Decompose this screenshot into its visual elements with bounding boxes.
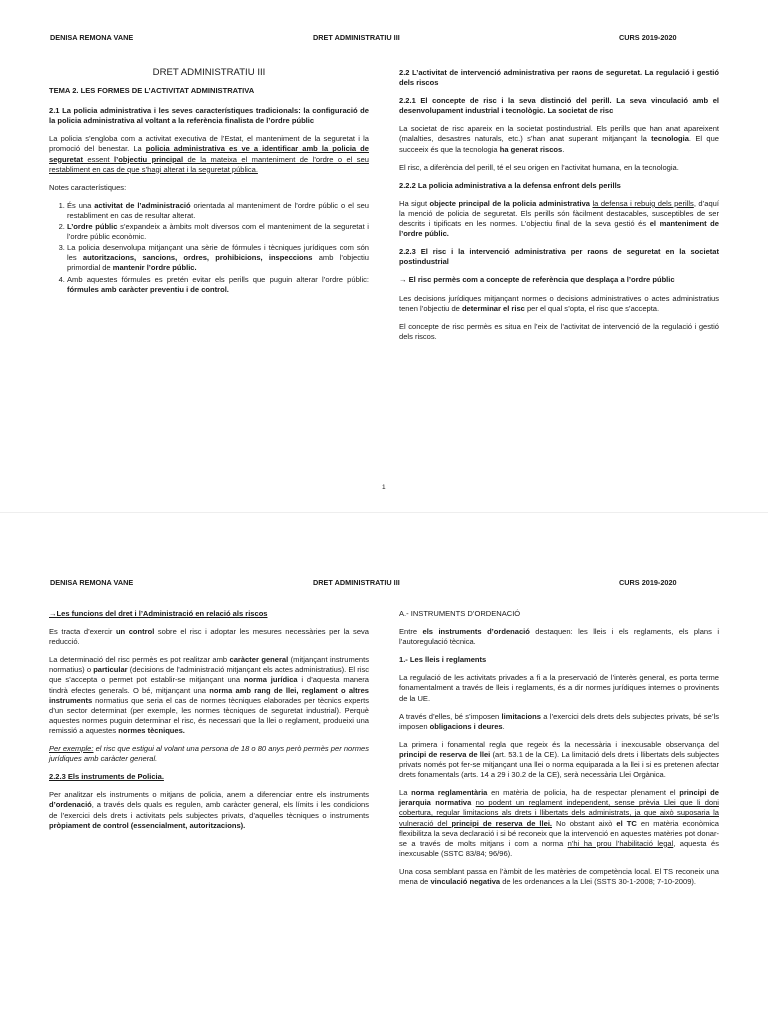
section-2-2-3-heading: 2.2.3 El risc i la intervenció administrativa per raons de seguretat en la societat postindustrial	[399, 247, 719, 267]
header-year: CURS 2019-2020	[619, 33, 677, 42]
section-2-2-3-instruments-heading: 2.2.3 Els instruments de Policia.	[49, 772, 164, 782]
paragraph: Una cosa semblant passa en l’àmbit de les matèries de competència local. El TS reconeix una mena de vinculació negativa de les ordenances a la Llei (SSTS 30-1-2008; 7-10-2009).	[399, 866, 719, 886]
paragraph: Ha sigut objecte principal de la policia administrativa la defensa i rebuig dels perills, d’aquí la menció de policia de seguretat. Els perills són fàcilment destacables, susceptibles de ser descrits i tipificats en les normes. L’objectiu final de la seva gestió és el manteniment de l’ordre públic.	[399, 198, 719, 239]
paragraph: El concepte de risc permès es situa en l’eix de l’activitat de intervenció de la regulació i gestió dels riscos.	[399, 321, 719, 341]
header-author: DENISA REMONA VANE	[50, 578, 134, 587]
characteristics-list	[49, 201, 369, 295]
page-2	[0, 512, 768, 1025]
paragraph: La policia s’engloba com a activitat executiva de l’Estat, el manteniment de la seguretat i la promoció del benestar. La policia administrativa es ve a identificar amb la policia de seguretat essent l’objectiu principal de la mateixa el manteniment de l’ordre o el seu restabliment en cas de que s’hagi alterat i la seguretat pública.	[49, 134, 369, 174]
paragraph: Per analitzar els instruments o mitjans de policia, anem a diferenciar entre els instruments d’ordenació, a través dels quals es regulen, amb caràcter general, els límits i les condicions de l’exercici dels drets i activitats pels subjectes privats, d’aquelles tècniques o instruments pròpiament de control (essencialment, autoritzacions).	[49, 790, 369, 830]
paragraph: El risc, a diferència del perill, té el seu origen en l’activitat humana, en la tecnologia.	[399, 162, 679, 172]
document-title: DRET ADMINISTRATIU III	[152, 67, 266, 78]
paragraph: La societat de risc apareix en la societat postindustrial. Els perills que han anat apareixent (malalties, desastres naturals, etc.) s’han anat superant mitjançant la tecnologia. El que succeeix és que la tecnologia ha generat riscos.	[399, 124, 720, 154]
notes-label: Notes característiques:	[49, 182, 127, 192]
paragraph: La primera i fonamental regla que regeix és la necessària i inexcusable observança del principi de reserva de llei (art. 53.1 de la CE). La limitació dels drets i llibertats dels subjectes privats només pot fer-se mitjançant una llei o norma equiparada a la llei i si es pretenen afectar drets fonamentals (arts. 14 a 29 i 30.2 de la CE), serà necessària Llei Orgànica.	[399, 739, 719, 780]
section-1-heading: 1.- Les lleis i reglaments	[399, 655, 487, 665]
paragraph: La norma reglamentària en matèria de policia, ha de respectar plenament el principi de jerarquia normativa no podent un reglament independent, sense prèvia Llei que li doni cobertura, regular limitacions als drets i llibertats dels administrats, ja que això suposaria la vulneració del principi de reserva de llei. No obstant això el TC en matèria econòmica flexibilitza la seva declaració i si bé reconeix que la intervenció en aquestes matèries pot donar-se a través de molts mitjans i com a norma n’hi ha prou l’habilitació legal, aquesta és inexcusable (SSTC 83/84; 96/96).	[399, 788, 719, 858]
page-1	[0, 0, 768, 512]
left-column	[49, 609, 369, 839]
page-number: 1	[382, 484, 386, 491]
list-item: 2. L’ordre públic s’expandeix a àmbits molt diversos com el manteniment de la seguretat i l’ordre públic econòmic.	[67, 222, 369, 242]
paragraph: La determinació del risc permès es pot realitzar amb caràcter general (mitjançant instruments normatius) o particular (decisions de l’administració mitjançant els actes administratius). El risc que s’accepta o permet pot establir-se mitjançant una norma jurídica i d’aquesta manera tindrà efectes generals. O bé, mitjançant una norma amb rang de llei, reglament o altres instruments normatius que seria el cas de normes tècniques elaborades per tècnics experts d’un sector determinat (per exemple, les normes tècniques de seguretat industrial). Perquè aquestes normes puguin determinar el risc, és necessari que la llei o reglament, produeixi una remissió a aquestes normes tècniques.	[49, 655, 369, 735]
section-2-1-heading: 2.1 La policia administrativa i les seves característiques tradicionals: la configuració de la policia administrativa al voltant a la referència finalista de l’ordre públic	[49, 106, 369, 126]
paragraph: Les decisions jurídiques mitjançant normes o decisions administratives o actes administratius tenen l’objectiu de determinar el risc per el qual s’opta, el risc que s’accepta.	[399, 293, 719, 313]
paragraph: La regulació de les activitats privades a fi a la preservació de l’interès general, es porta terme fonamentalment a través de lleis i reglaments, és a dir normes jurídiques internes o provinents de la UE.	[399, 673, 719, 703]
paragraph: Entre els instruments d’ordenació destaquen: les lleis i els reglaments, els plans i l’autoregulació tècnica.	[399, 627, 719, 647]
risk-subheading: → El risc permès com a concepte de referència que desplaça a l’ordre públic	[399, 275, 675, 285]
tema-heading: TEMA 2. LES FORMES DE L’ACTIVITAT ADMINISTRATIVA	[49, 86, 255, 96]
example-paragraph: Per exemple: el risc que estigui al volant una persona de 18 o 80 anys però permès per normes jurídiques amb caràcter general.	[49, 744, 369, 764]
functions-heading: →Les funcions del dret i l’Administració en relació als riscos	[49, 609, 268, 618]
paragraph: A través d’elles, bé s’imposen limitacions a l’exercici dels drets dels subjectes privats, bé se’ls imposen obligacions i deures.	[399, 711, 720, 731]
header-year: CURS 2019-2020	[619, 578, 677, 587]
section-a-heading: A.- INSTRUMENTS D’ORDENACIÓ	[399, 609, 521, 618]
list-item: 3. La policia desenvolupa mitjançant una sèrie de fórmules i tècniques jurídiques com són les autoritzacions, sancions, ordres, prohibicions, inspeccions amb l’objectiu primordial de mantenir l’ordre públic.	[67, 243, 369, 273]
header-author: DENISA REMONA VANE	[50, 33, 134, 42]
section-2-2-heading: 2.2 L’activitat de intervenció administrativa per raons de seguretat. La regulació i gestió dels riscos	[399, 68, 719, 88]
right-column	[399, 609, 719, 895]
section-2-2-1-heading: 2.2.1 El concepte de risc i la seva distinció del perill. La seva vinculació amb el desenvolupament industrial i tecnològic. La societat de risc	[399, 96, 719, 116]
right-column	[399, 68, 719, 350]
list-item: 4. Amb aquestes fórmules es pretén evitar els perills que puguin alterar l’ordre públic: fórmules amb caràcter preventiu i de control.	[67, 275, 369, 295]
header-course: DRET ADMINISTRATIU III	[313, 33, 400, 42]
section-2-2-2-heading: 2.2.2 La policia administrativa a la defensa enfront dels perills	[399, 180, 621, 190]
header-course: DRET ADMINISTRATIU III	[313, 578, 400, 587]
left-column	[49, 68, 369, 303]
list-item: 1. És una activitat de l’administració orientada al manteniment de l’ordre públic o el seu restabliment en cas de resultar alterat.	[67, 201, 369, 221]
paragraph: Es tracta d’exercir un control sobre el risc i adoptar les mesures necessàries per la seva reducció.	[49, 627, 369, 647]
